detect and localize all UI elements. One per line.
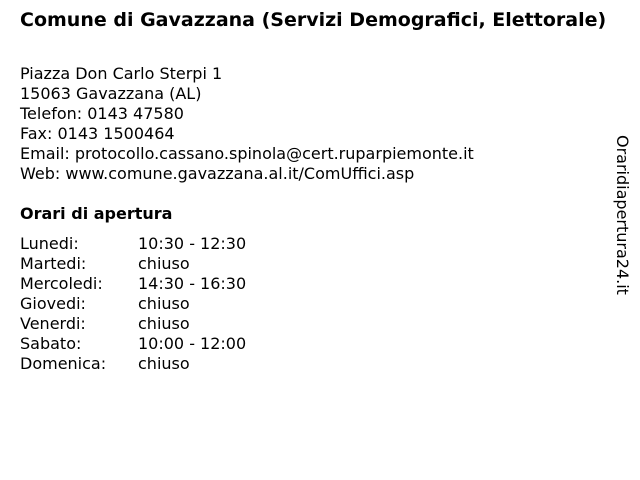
street-address: Piazza Don Carlo Sterpi 1 — [20, 64, 223, 83]
hours-time: chiuso — [138, 314, 190, 333]
address-block — [20, 64, 474, 184]
hours-row — [20, 294, 246, 314]
hours-time: chiuso — [138, 294, 190, 313]
page-title: Comune di Gavazzana (Servizi Demografici, Elettorale) — [20, 9, 607, 31]
email-address: Email: protocollo.cassano.spinola@cert.ruparpiemonte.it — [20, 144, 474, 163]
website: Web: www.comune.gavazzana.al.it/ComUffici.asp — [20, 164, 415, 183]
hours-day: Domenica: — [20, 354, 107, 373]
hours-day: Giovedi: — [20, 294, 86, 313]
fax-number: Fax: 0143 1500464 — [20, 124, 175, 143]
hours-row — [20, 354, 246, 374]
hours-day: Sabato: — [20, 334, 82, 353]
hours-row — [20, 234, 246, 254]
opening-hours-table — [20, 234, 246, 374]
site-watermark: Oraridiapertura24.it — [613, 135, 632, 295]
phone-number: Telefon: 0143 47580 — [20, 104, 184, 123]
city-address: 15063 Gavazzana (AL) — [20, 84, 202, 103]
hours-day: Mercoledi: — [20, 274, 103, 293]
hours-time: chiuso — [138, 254, 190, 273]
hours-time: chiuso — [138, 354, 190, 373]
hours-row — [20, 254, 246, 274]
hours-row — [20, 314, 246, 334]
hours-row — [20, 274, 246, 294]
hours-time: 10:30 - 12:30 — [138, 234, 247, 253]
hours-time: 10:00 - 12:00 — [138, 334, 247, 353]
hours-day: Lunedi: — [20, 234, 79, 253]
hours-day: Venerdi: — [20, 314, 86, 333]
hours-row — [20, 334, 246, 354]
hours-time: 14:30 - 16:30 — [138, 274, 247, 293]
hours-heading: Orari di apertura — [20, 204, 173, 223]
hours-day: Martedi: — [20, 254, 87, 273]
